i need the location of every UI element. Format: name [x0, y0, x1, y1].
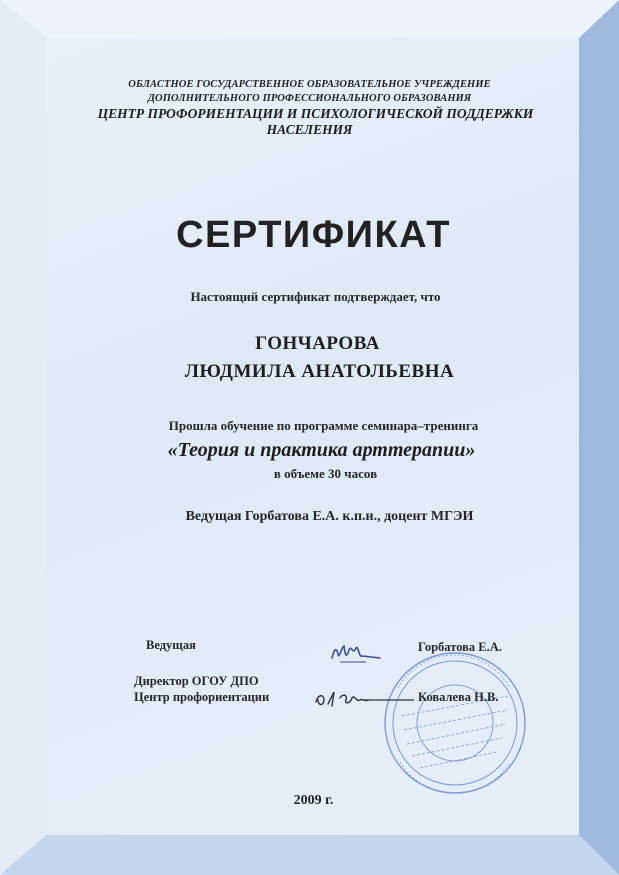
org-line-1: ОБЛАСТНОЕ ГОСУДАРСТВЕННОЕ ОБРАЗОВАТЕЛЬНОЕ УЧРЕЖДЕНИЕ: [128, 79, 491, 90]
lead-line: Ведущая Горбатова Е.А. к.п.н., доцент МГЭИ: [185, 509, 474, 524]
director-signature-image: [312, 684, 416, 714]
certificate-title: СЕРТИФИКАТ: [176, 214, 451, 256]
organization-stamp: [380, 648, 530, 798]
training-hours: в объеме 30 часов: [273, 466, 378, 481]
lead-signature-label: Ведущая: [146, 638, 196, 652]
director-label-line-1: Директор ОГОУ ДПО: [134, 674, 259, 688]
org-line-3: ЦЕНТР ПРОФОРИЕНТАЦИИ И ПСИХОЛОГИЧЕСКОЙ ПОДДЕРЖКИ: [97, 106, 534, 121]
training-program: «Теория и практика арттерапии»: [167, 439, 476, 461]
recipient-surname: ГОНЧАРОВА: [255, 333, 380, 354]
director-label-line-2: Центр профориентации: [134, 690, 270, 704]
lead-signature-name: Горбатова Е.А.: [418, 640, 502, 654]
lead-signature-image: [326, 636, 386, 672]
org-line-2: ДОПОЛНИТЕЛЬНОГО ПРОФЕССИОНАЛЬНОГО ОБРАЗОВАНИЯ: [147, 93, 472, 104]
org-line-4: НАСЕЛЕНИЯ: [266, 122, 353, 137]
director-signature-name: Ковалева Н.В.: [418, 690, 499, 704]
training-intro: Прошла обучение по программе семинара–тренинга: [168, 418, 479, 433]
recipient-given-names: ЛЮДМИЛА АНАТОЛЬЕВНА: [184, 361, 455, 382]
certificate-year: 2009 г.: [293, 793, 334, 808]
confirm-text: Настоящий сертификат подтверждает, что: [190, 289, 441, 304]
